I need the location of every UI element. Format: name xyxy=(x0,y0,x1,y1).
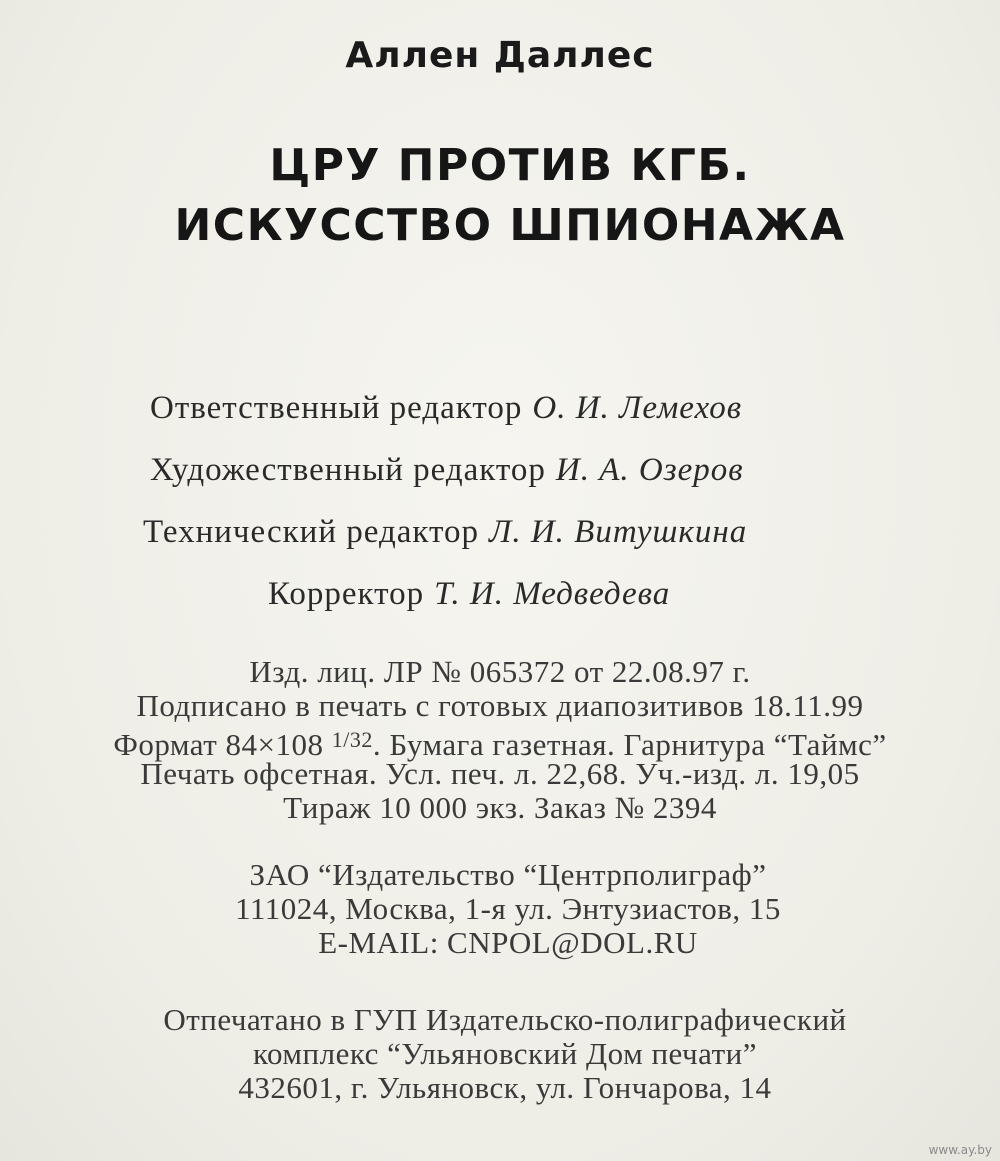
credit-person: И. А. Озеров xyxy=(555,452,744,488)
credit-person: О. И. Лемехов xyxy=(532,390,743,426)
publisher-email: E-MAIL: CNPOL@DOL.RU xyxy=(318,925,698,960)
credit-role: Ответственный редактор xyxy=(150,390,523,426)
imprint-license: Изд. лиц. ЛР № 065372 от 22.08.97 г. xyxy=(249,654,751,689)
printer-line-3: 432601, г. Ульяновск, ул. Гончарова, 14 xyxy=(238,1070,772,1105)
publisher-address: 111024, Москва, 1-я ул. Энтузиастов, 15 xyxy=(235,891,781,926)
format-fraction: 1/32 xyxy=(331,727,373,752)
printer-line-2: комплекс “Ульяновский Дом печати” xyxy=(253,1036,757,1071)
imprint-signed: Подписано в печать с готовых диапозитивов 18.11.99 xyxy=(136,688,864,723)
imprint-print: Печать офсетная. Усл. печ. л. 22,68. Уч.-изд. л. 19,05 xyxy=(140,756,860,791)
credit-role: Технический редактор xyxy=(143,514,479,550)
imprint-format xyxy=(0,723,1000,762)
printer-block xyxy=(5,1003,1000,1105)
printer-line-1: Отпечатано в ГУП Издательско-полиграфический xyxy=(163,1002,847,1037)
author-name: Аллен Даллес xyxy=(345,35,655,76)
credit-proofreader xyxy=(268,576,670,613)
publisher-name: ЗАО “Издательство “Центрполиграф” xyxy=(249,857,767,892)
book-title-line-2: ИСКУССТВО ШПИОНАЖА xyxy=(174,200,846,251)
publisher-block xyxy=(8,858,1000,960)
format-prefix: Формат 84×108 xyxy=(113,727,324,762)
credit-art-editor xyxy=(150,452,744,489)
credit-role: Художественный редактор xyxy=(150,452,546,488)
watermark: www.ay.by xyxy=(928,1143,992,1157)
imprint-run: Тираж 10 000 экз. Заказ № 2394 xyxy=(283,790,717,825)
imprint-block xyxy=(0,655,1000,825)
book-title-line-1: ЦРУ ПРОТИВ КГБ. xyxy=(269,140,751,191)
credit-person: Т. И. Медведева xyxy=(434,576,671,612)
credit-technical-editor xyxy=(143,514,747,551)
format-suffix: . Бумага газетная. Гарнитура “Таймс” xyxy=(372,727,887,762)
credit-person: Л. И. Витушкина xyxy=(488,514,748,550)
credit-role: Корректор xyxy=(268,576,425,612)
credit-responsible-editor xyxy=(150,390,742,427)
